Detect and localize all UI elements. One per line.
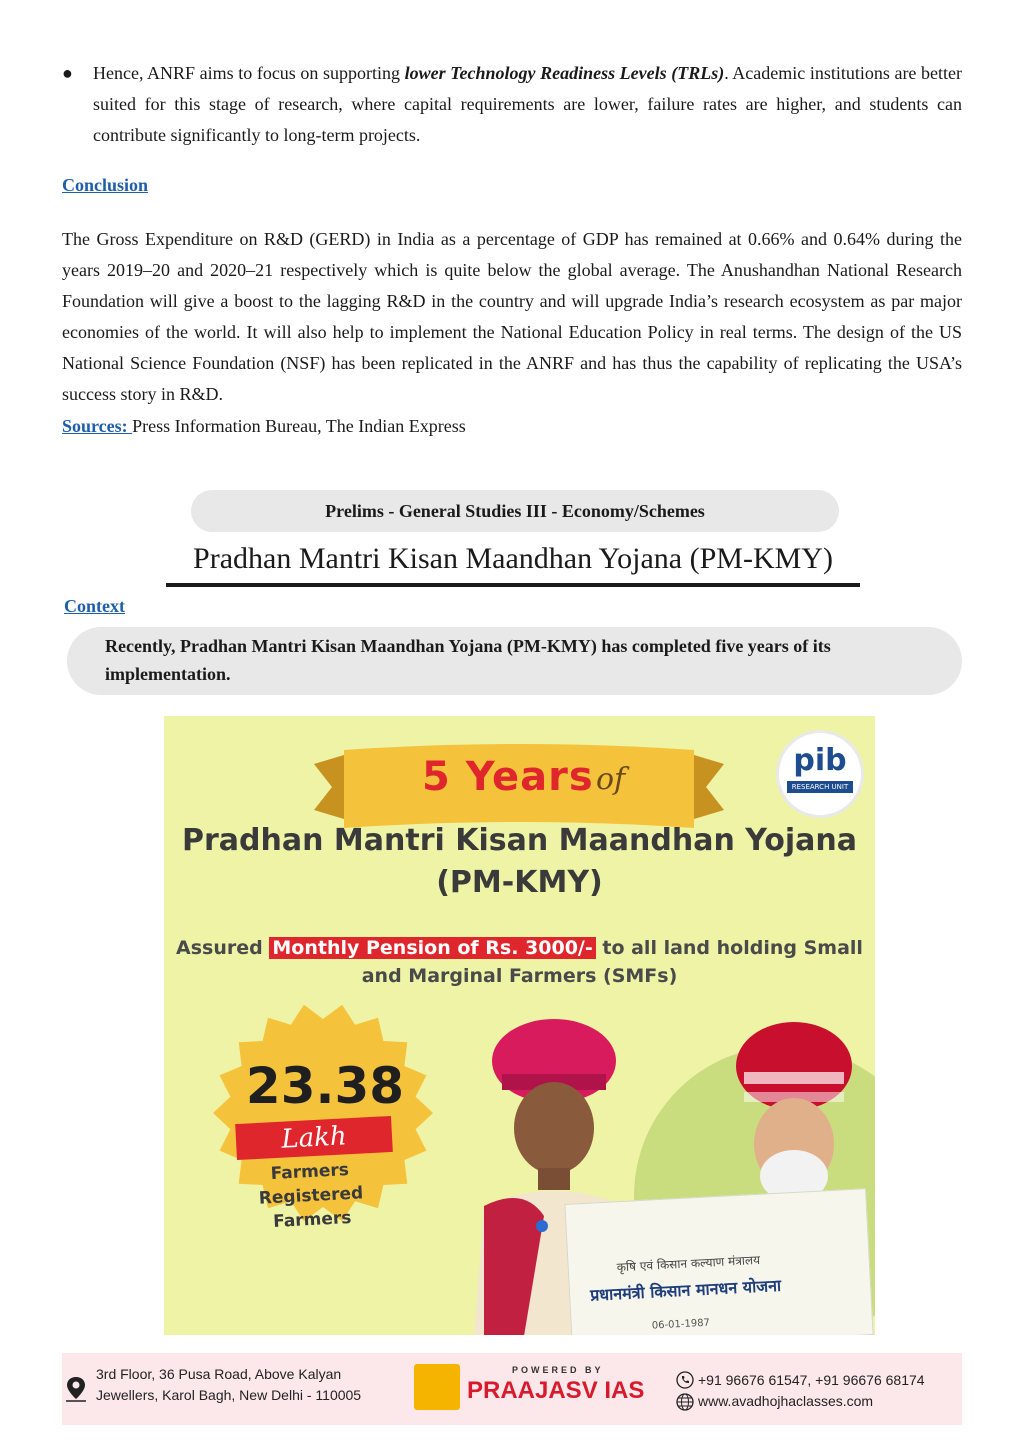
sources-text: Press Information Bureau, The Indian Express — [132, 416, 466, 436]
scheme-heading: Pradhan Mantri Kisan Maandhan Yojana (PM-KMY) — [193, 542, 833, 575]
bullet-icon: ● — [62, 63, 73, 83]
pib-logo-text: pib — [793, 743, 847, 778]
ribbon-title: 5 Years — [422, 754, 594, 800]
footer-website[interactable]: www.avadhojhaclasses.com — [698, 1393, 874, 1409]
infographic-title-line2: (PM-KMY) — [436, 865, 603, 900]
ribbon-of: of — [596, 762, 626, 797]
brand-name: PRAAJASV IAS — [467, 1377, 645, 1404]
infographic-title-line1: Pradhan Mantri Kisan Maandhan Yojana — [182, 823, 857, 858]
footer-address-line2: Jewellers, Karol Bagh, New Delhi - 110005 — [96, 1387, 362, 1403]
title-underline — [166, 583, 860, 587]
registered-unit: Lakh — [235, 1116, 393, 1160]
phone-icon — [676, 1371, 694, 1389]
pension-suffix: to all land holding Small — [595, 937, 863, 959]
pension-highlight: Monthly Pension of Rs. 3000/- — [269, 937, 595, 959]
registered-caption-line2: Farmers — [272, 1207, 352, 1233]
pmkmy-infographic — [164, 716, 875, 1335]
card-header: कृषि एवं किसान कल्याण मंत्रालय — [616, 1252, 761, 1275]
registered-count: 23.38 — [245, 1057, 405, 1115]
registered-caption — [224, 1156, 398, 1237]
card-date: 06-01-1987 — [651, 1317, 711, 1332]
footer-address-line1: 3rd Floor, 36 Pusa Road, Above Kalyan — [96, 1366, 342, 1382]
pension-card — [564, 1188, 873, 1335]
footer-address — [96, 1364, 361, 1406]
anrf-bullet-point — [62, 58, 962, 151]
bullet-emphasis: lower Technology Readiness Levels (TRLs) — [404, 63, 725, 83]
prelims-category-pill: Prelims - General Studies III - Economy/Schemes — [191, 490, 839, 532]
bullet-text-after: . Academic institutions are better suited for this stage of research, where capital requirements are lower, failure rates are higher, and students can contribute significantly to long-term projects. — [93, 63, 962, 145]
pension-line2: and Marginal Farmers (SMFs) — [361, 965, 678, 987]
globe-icon — [676, 1393, 694, 1411]
pension-statement — [164, 934, 875, 990]
page-footer — [62, 1353, 962, 1425]
footer-phones[interactable]: +91 96676 61547, +91 96676 68174 — [698, 1372, 925, 1388]
registered-caption-line1: Farmers Registered — [258, 1159, 364, 1209]
pib-logo-subtext: RESEARCH UNIT — [787, 781, 853, 793]
sources-label: Sources: — [62, 416, 133, 436]
infographic-title — [164, 820, 875, 904]
bullet-text-before: Hence, ANRF aims to focus on supporting — [93, 63, 405, 83]
card-title: प्रधानमंत्री किसान मानधन योजना — [589, 1275, 782, 1305]
pib-logo — [776, 730, 864, 818]
conclusion-heading: Conclusion — [62, 175, 149, 195]
pension-line1 — [164, 934, 875, 962]
brand-logo — [414, 1364, 460, 1410]
sources-line — [62, 411, 962, 442]
location-pin-icon — [64, 1375, 88, 1403]
pension-prefix: Assured — [176, 937, 270, 959]
conclusion-paragraph: The Gross Expenditure on R&D (GERD) in India as a percentage of GDP has remained at 0.66% and 0.64% during the years 2019–20 and 2020–21 respectively which is quite below the global average. The Anushandhan National Research Foundation will give a boost to the lagging R&D in the country and will upgrade India’s research ecosystem as par major economies of the world. It will also help to implement the National Education Policy in real terms. The design of the US National Science Foundation (NSF) has been replicated in the ANRF and has thus the capability of replicating the USA’s success story in R&D. — [62, 229, 962, 404]
bullet-text — [93, 58, 962, 151]
powered-by-label: POWERED BY — [512, 1365, 604, 1375]
context-text: Recently, Pradhan Mantri Kisan Maandhan Yojana (PM-KMY) has completed five years of its implementation. — [105, 636, 831, 684]
context-heading: Context — [64, 596, 125, 616]
